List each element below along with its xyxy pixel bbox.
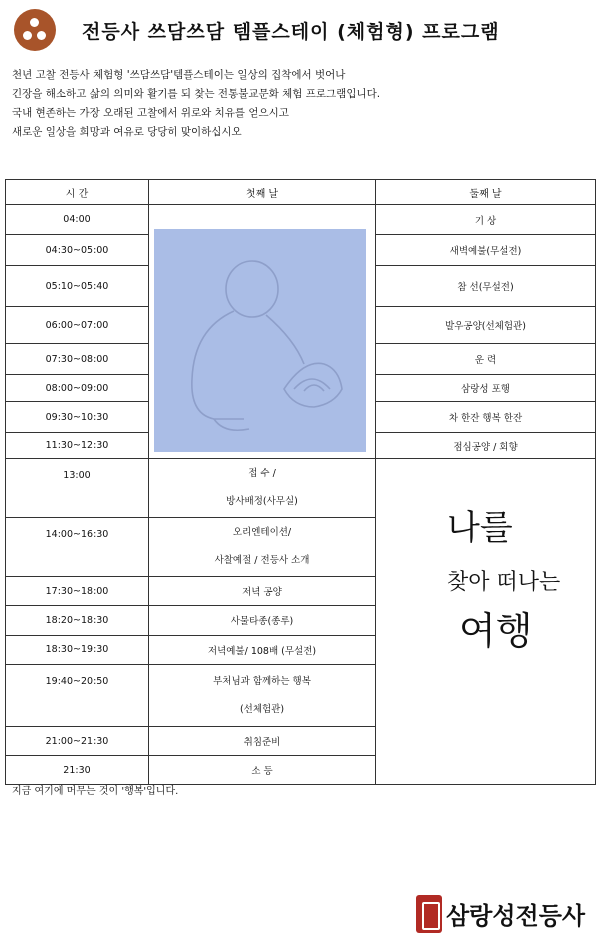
calligraphy-cell [376,459,596,785]
activity-line: (선체험관) [239,703,285,715]
activity-line: 접 수 / [248,467,276,479]
day2-activity: 발우공양(선체험관) [376,307,596,344]
calligraphy-artwork [377,459,595,781]
header-day2: 둘째 날 [376,180,596,205]
table-row [6,205,596,235]
day1-activity [149,459,376,518]
schedule-table [5,179,596,785]
intro-line: 국내 현존하는 가장 오래된 고찰에서 위로와 치유를 얻으시고 [12,107,289,119]
seal-stamp-icon [416,895,442,933]
calligraphy-line: 여행 [458,609,532,653]
header-time: 시 간 [6,180,149,205]
day1-activity [149,517,376,576]
activity-line: 사찰예절 / 전등사 소개 [214,554,310,566]
page-title: 전등사 쓰담쓰담 템플스테이 (체험형) 프로그램 [82,20,500,43]
intro-line: 새로운 일상을 희망과 여유로 당당히 맞이하십시오 [12,126,242,138]
time-cell: 18:20~18:30 [6,606,149,635]
day1-activity [149,665,376,727]
day1-activity: 취침준비 [149,727,376,756]
day1-activity: 저녁 공양 [149,576,376,605]
time-cell: 21:30 [6,756,149,785]
time-cell: 13:00 [6,459,149,518]
time-cell: 04:00 [6,205,149,235]
time-cell: 05:10~05:40 [6,266,149,307]
time-cell: 14:00~16:30 [6,517,149,576]
intro-line: 천년 고찰 전등사 체험형 '쓰담쓰담'템플스테이는 일상의 집착에서 벗어나 [12,69,346,81]
footnote: 지금 여기에 머무는 것이 '행복'입니다. [12,786,179,797]
activity-line: 오리엔테이션/ [232,526,292,538]
time-cell: 17:30~18:00 [6,576,149,605]
time-cell: 18:30~19:30 [6,635,149,664]
header-day1: 첫째 날 [149,180,376,205]
day1-activity: 저녁예불/ 108배 (무설전) [149,635,376,664]
day1-activity: 소 등 [149,756,376,785]
day2-activity: 차 한잔 행복 한잔 [376,402,596,433]
time-cell: 08:00~09:00 [6,375,149,402]
monk-illustration [154,229,366,452]
day2-activity: 기 상 [376,205,596,235]
time-cell: 04:30~05:00 [6,235,149,266]
time-cell: 09:30~10:30 [6,402,149,433]
day2-activity: 삼랑성 포행 [376,375,596,402]
time-cell: 21:00~21:30 [6,727,149,756]
intro-line: 긴장을 해소하고 삶의 의미와 활기를 되 찾는 전통불교문화 체험 프로그램입니다. [12,88,381,100]
day2-activity: 운 력 [376,344,596,375]
day1-activity: 사물타종(종루) [149,606,376,635]
time-cell: 07:30~08:00 [6,344,149,375]
time-cell: 06:00~07:00 [6,307,149,344]
time-cell: 11:30~12:30 [6,433,149,459]
table-row [6,459,596,518]
calligraphy-line: 찾아 떠나는 [446,570,560,595]
day1-morning-cell [149,205,376,459]
activity-line: 방사배정(사무실) [226,495,298,507]
header [14,8,500,52]
day2-activity: 참 선(무설전) [376,266,596,307]
temple-logo-icon [14,9,56,51]
time-cell: 19:40~20:50 [6,665,149,727]
temple-signature: 삼랑성전등사 [446,901,586,930]
activity-line: 부처님과 함께하는 행복 [213,675,311,687]
intro-text [12,66,380,142]
table-header-row [6,180,596,205]
day2-activity: 새벽예불(무설전) [376,235,596,266]
monk-lotus-icon [154,229,366,452]
day2-activity: 점심공양 / 회향 [376,433,596,459]
calligraphy-line: 나를 [446,508,513,548]
